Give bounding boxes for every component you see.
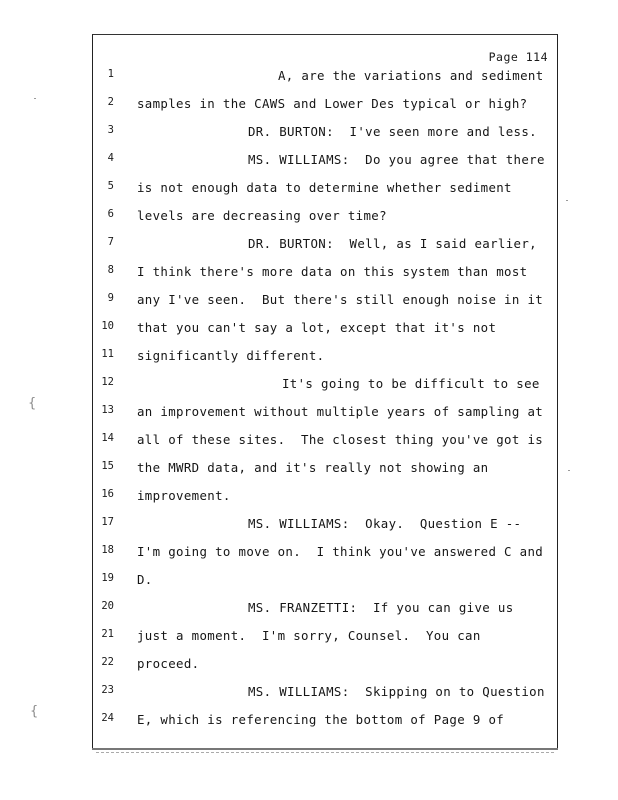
line-number: 18 <box>101 544 114 556</box>
line-number: 4 <box>107 152 114 164</box>
line-number: 21 <box>101 628 114 640</box>
line-number: 16 <box>101 488 114 500</box>
line-number: 20 <box>101 600 114 612</box>
left-margin-mark-lower: { <box>30 704 39 719</box>
line-number: 13 <box>101 404 114 416</box>
transcript-line <box>0 656 618 676</box>
line-number: 2 <box>107 96 114 108</box>
line-text: that you can't say a lot, except that it's not <box>137 320 497 335</box>
line-number: 6 <box>107 208 114 220</box>
transcript-line <box>0 124 618 144</box>
line-number: 9 <box>107 292 114 304</box>
transcript-line <box>0 628 618 648</box>
line-number: 5 <box>107 180 114 192</box>
line-text: any I've seen. But there's still enough noise in it <box>137 292 544 307</box>
transcript-line <box>0 208 618 228</box>
line-number: 12 <box>101 376 114 388</box>
transcript-line <box>0 180 618 200</box>
line-text: D. <box>137 572 153 587</box>
line-number: 1 <box>107 68 114 80</box>
line-text: improvement. <box>137 488 231 503</box>
line-text: It's going to be difficult to see <box>282 376 540 391</box>
line-text: E, which is referencing the bottom of Page 9 of <box>137 712 505 727</box>
transcript-line <box>0 684 618 704</box>
transcript-line <box>0 376 618 396</box>
line-text: A, are the variations and sediment <box>278 68 544 83</box>
left-margin-mark: { <box>28 396 37 411</box>
line-text: MS. WILLIAMS: Okay. Question E -- <box>248 516 522 531</box>
transcript-line <box>0 460 618 480</box>
transcript-line <box>0 600 618 620</box>
line-text: I think there's more data on this system than most <box>137 264 528 279</box>
transcript-line <box>0 68 618 88</box>
line-number: 8 <box>107 264 114 276</box>
line-text: significantly different. <box>137 348 325 363</box>
line-number: 23 <box>101 684 114 696</box>
transcript-line <box>0 432 618 452</box>
transcript-line <box>0 292 618 312</box>
transcript-line <box>0 96 618 116</box>
line-text: I'm going to move on. I think you've answered C and <box>137 544 544 559</box>
transcript-line <box>0 236 618 256</box>
line-number: 3 <box>107 124 114 136</box>
line-number: 7 <box>107 236 114 248</box>
page-number-header: Page 114 <box>488 50 548 64</box>
scan-speck <box>566 200 568 201</box>
line-text: MS. FRANZETTI: If you can give us <box>248 600 514 615</box>
line-number: 19 <box>101 572 114 584</box>
line-text: DR. BURTON: Well, as I said earlier, <box>248 236 537 251</box>
line-number: 24 <box>101 712 114 724</box>
page-bottom-rule <box>96 752 554 753</box>
line-number: 11 <box>101 348 114 360</box>
line-text: MS. WILLIAMS: Skipping on to Question <box>248 684 545 699</box>
line-text: DR. BURTON: I've seen more and less. <box>248 124 537 139</box>
line-text: levels are decreasing over time? <box>137 208 387 223</box>
line-number: 17 <box>101 516 114 528</box>
line-text: proceed. <box>137 656 200 671</box>
transcript-line <box>0 544 618 564</box>
line-text: all of these sites. The closest thing you've got is <box>137 432 544 447</box>
transcript-line <box>0 404 618 424</box>
line-number: 14 <box>101 432 114 444</box>
page-bottom-border <box>92 748 558 750</box>
transcript-line <box>0 516 618 536</box>
line-text: MS. WILLIAMS: Do you agree that there <box>248 152 545 167</box>
line-text: just a moment. I'm sorry, Counsel. You can <box>137 628 481 643</box>
line-text: the MWRD data, and it's really not showing an <box>137 460 489 475</box>
transcript-line <box>0 712 618 732</box>
transcript-line <box>0 320 618 340</box>
line-text: samples in the CAWS and Lower Des typical or high? <box>137 96 528 111</box>
line-text: an improvement without multiple years of sampling at <box>137 404 544 419</box>
transcript-line <box>0 488 618 508</box>
line-text: is not enough data to determine whether sediment <box>137 180 512 195</box>
transcript-line <box>0 264 618 284</box>
transcript-line <box>0 152 618 172</box>
line-number: 15 <box>101 460 114 472</box>
line-number: 22 <box>101 656 114 668</box>
transcript-line <box>0 572 618 592</box>
line-number: 10 <box>101 320 114 332</box>
transcript-line <box>0 348 618 368</box>
